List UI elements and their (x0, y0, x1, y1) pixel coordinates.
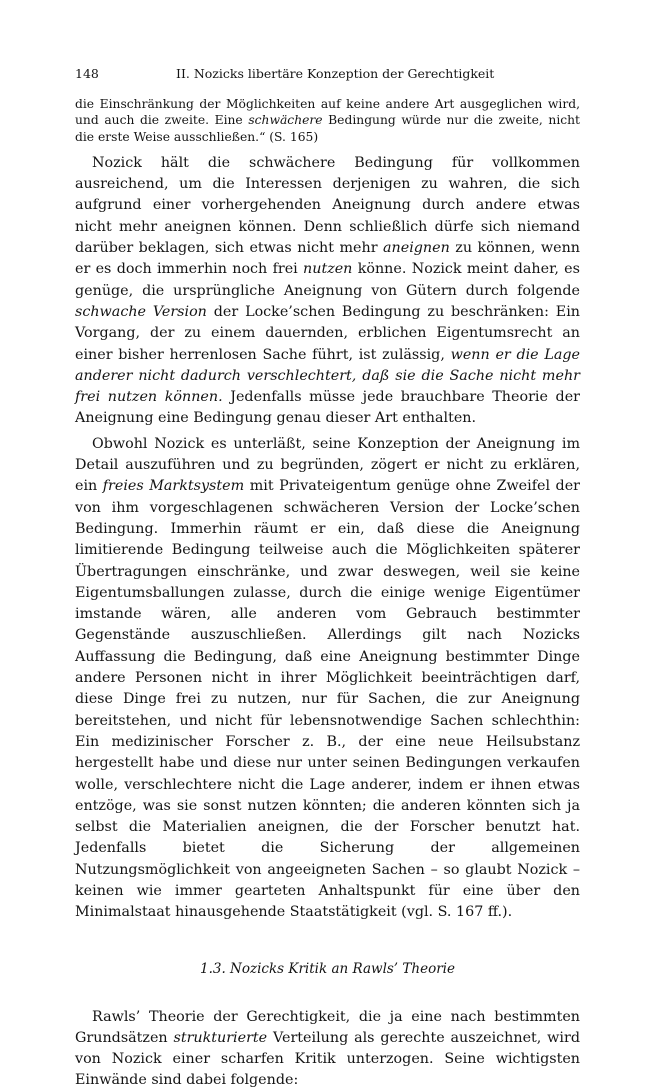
quote-emphasis: schwächere (248, 113, 323, 128)
section-heading: 1.3. Nozicks Kritik an Rawls’ Theorie (200, 960, 455, 977)
page-body (75, 96, 580, 1092)
paragraph-text: Nozick hält die schwächere Bedingung für vollkommen ausreichend, um die Interessen derjenigen zu wahren, die sich aufgrund einer vorhergehenden Aneignung durch andere etwas nicht mehr aneignen können. Denn schließlich dürfe sich niemand darüber beklagen, sich etwas nicht mehr (75, 154, 580, 257)
paragraph-text: könne. Nozick meint daher, es genüge, die ursprüngliche Aneignung von Gütern durch folgende (75, 261, 580, 299)
paragraph-text: der Locke’schen Bedingung zu beschränken: Ein Vorgang, der zu einem dauernden, erblichen Eigentumsrecht an einer bisher herrenlosen Sache führt, ist zulässig, (75, 303, 580, 363)
paragraph-emphasis: aneignen (383, 240, 450, 257)
paragraph-text: Obwohl Nozick es unterläßt, seine Konzeption der Aneignung im Detail auszuführen und zu begründen, zögert er nicht zu erklären, ein (75, 435, 580, 495)
paragraph-text: Rawls’ Theorie der Gerechtigkeit, die ja eine nach bestimmten Grundsätzen (75, 1008, 580, 1046)
paragraph-emphasis: strukturierte (173, 1029, 268, 1046)
paragraph-text: zu können, wenn er es doch immerhin noch frei (75, 240, 581, 278)
paragraph-3 (75, 1007, 580, 1092)
paragraph-1 (75, 153, 580, 430)
paragraph-emphasis: freies Marktsystem (102, 478, 245, 495)
quote-continuation (75, 96, 580, 145)
paragraph-text: mit Privateigentum genüge ohne Zweifel der von ihm vorgeschlagenen schwächeren Version der Locke’schen Bedingung. Immerhin räumt er ein, daß diese die Aneignung limitierende Bedingung teilweise auch die Möglichkeiten späterer Übertragungen einschränke, und zwar deswegen, weil sie keine Eigentumsballungen zulasse, durch die einige wenige Eigentümer imstande wären, alle anderen vom Gebrauch bestimmter Gegenstände auszuschließen. Allerdings gilt nach Nozicks Auffassung die Bedingung, daß eine Aneignung bestimmter Dinge andere Personen nicht in ihrer Möglichkeit beeinträchtigen darf, diese Dinge frei zu nutzen, nur für Sachen, die zur Aneignung bereitstehen, und nicht für lebensnotwendige Sachen schlechthin: Ein medizinischer Forscher z. B., der eine neue Heilsubstanz hergestellt habe und diese nur unter seinen Bedingungen verkaufen wolle, verschlechtere nicht die Lage anderer, indem er ihnen etwas entzöge, was sie sonst nutzen könnten; die anderen könnten sich ja selbst die Materialien aneignen, die der Forscher benutzt hat. Jedenfalls bietet die Sicherung der allgemeinen Nutzungsmöglichkeit von angeeigneten Sachen – so glaubt Nozick – keinen wie immer gearteten Anhaltspunkt für eine über den Minimalstaat hinausgehende Staatstätigkeit (vgl. S. 167 ff.). (75, 478, 580, 921)
paragraph-emphasis: wenn er die Lage anderer nicht dadurch verschlechtert, daß sie die Sache nicht mehr frei nutzen können. (75, 346, 580, 406)
paragraph-text: Verteilung als gerechte auszeichnet, wird von Nozick einer scharfen Kritik unterzogen. Seine wichtigsten Einwände sind dabei folgende: (75, 1029, 580, 1089)
paragraph-2 (75, 434, 580, 924)
page-number: 148 (75, 66, 99, 81)
quote-text: Bedingung würde nur die zweite, nicht die erste Weise ausschließen.“ (S. 165) (75, 113, 581, 144)
paragraph-emphasis: schwache Version (75, 303, 207, 320)
running-title: II. Nozicks libertäre Konzeption der Gerechtigkeit (176, 66, 495, 81)
paragraph-emphasis: nutzen (303, 261, 353, 278)
paragraph-text: Jedenfalls müsse jede brauchbare Theorie der Aneignung eine Bedingung genau dieser Art enthalten. (75, 389, 581, 427)
quote-text: die Einschränkung der Möglichkeiten auf keine andere Art ausgeglichen wird, und auch die zweite. Eine (75, 97, 580, 128)
